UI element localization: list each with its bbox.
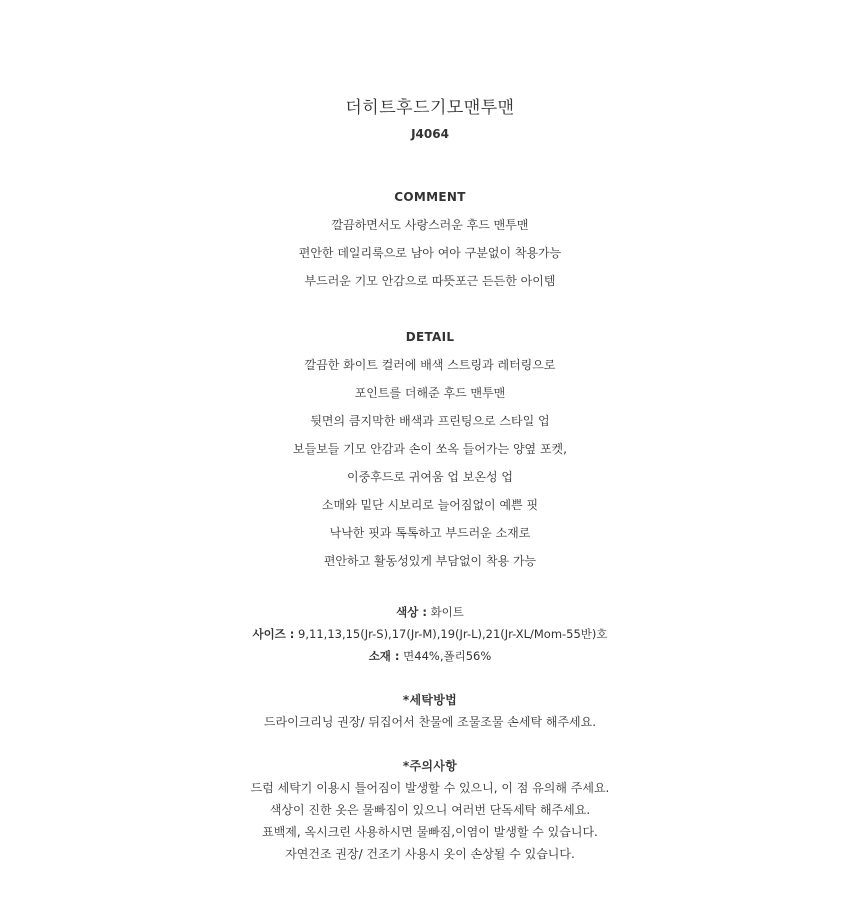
spec-size-value: 9,11,13,15(Jr-S),17(Jr-M),19(Jr-L),21(Jr-XL/Mom-55반)호	[294, 627, 608, 641]
spec-color-value: 화이트	[426, 605, 464, 619]
comment-line: 부드러운 기모 안감으로 따뜻포근 든든한 아이템	[304, 274, 556, 288]
detail-line: 보들보들 기모 안감과 손이 쏘옥 들어가는 양옆 포켓,	[293, 442, 567, 456]
detail-line: 뒷면의 큼지막한 배색과 프린팅으로 스타일 업	[310, 414, 550, 428]
product-code: J4064	[411, 127, 449, 141]
detail-line: 편안하고 활동성있게 부담없이 착용 가능	[323, 554, 537, 568]
spec-material	[0, 648, 860, 664]
spec-material-label: 소재 :	[368, 649, 400, 663]
comment-line: 편안한 데일리룩으로 남아 여아 구분없이 착용가능	[298, 246, 562, 260]
detail-heading: DETAIL	[405, 330, 455, 344]
washing-heading: *세탁방법	[402, 693, 458, 707]
caution-line: 색상이 진한 옷은 물빠짐이 있으니 여러번 단독세탁 해주세요.	[269, 803, 591, 817]
caution-line: 드럼 세탁기 이용시 틀어짐이 발생할 수 있으니, 이 점 유의해 주세요.	[250, 781, 610, 795]
caution-line: 표백제, 옥시크린 사용하시면 물빠짐,이염이 발생할 수 있습니다.	[262, 825, 598, 839]
detail-line: 소매와 밑단 시보리로 늘어짐없이 예쁜 핏	[321, 498, 539, 512]
detail-line: 포인트를 더해준 후드 맨투맨	[354, 386, 506, 400]
comment-heading: COMMENT	[394, 190, 466, 204]
detail-line: 깔끔한 화이트 컬러에 배색 스트링과 레터링으로	[304, 358, 556, 372]
spec-size	[0, 626, 860, 642]
caution-heading: *주의사항	[402, 759, 458, 773]
washing-line: 드라이크리닝 권장/ 뒤집어서 찬물에 조물조물 손세탁 해주세요.	[263, 715, 597, 729]
comment-line: 깔끔하면서도 사랑스러운 후드 맨투맨	[331, 218, 529, 232]
product-title: 더히트후드기모맨투맨	[345, 98, 515, 118]
spec-material-value: 면44%,폴리56%	[399, 649, 492, 663]
spec-size-label: 사이즈 :	[252, 627, 295, 641]
spec-color	[0, 604, 860, 620]
detail-line: 이중후드로 귀여움 업 보온성 업	[347, 470, 513, 484]
detail-line: 낙낙한 핏과 톡톡하고 부드러운 소재로	[329, 526, 531, 540]
caution-line: 자연건조 권장/ 건조기 사용시 옷이 손상될 수 있습니다.	[285, 847, 575, 861]
spec-color-label: 색상 :	[396, 605, 427, 619]
